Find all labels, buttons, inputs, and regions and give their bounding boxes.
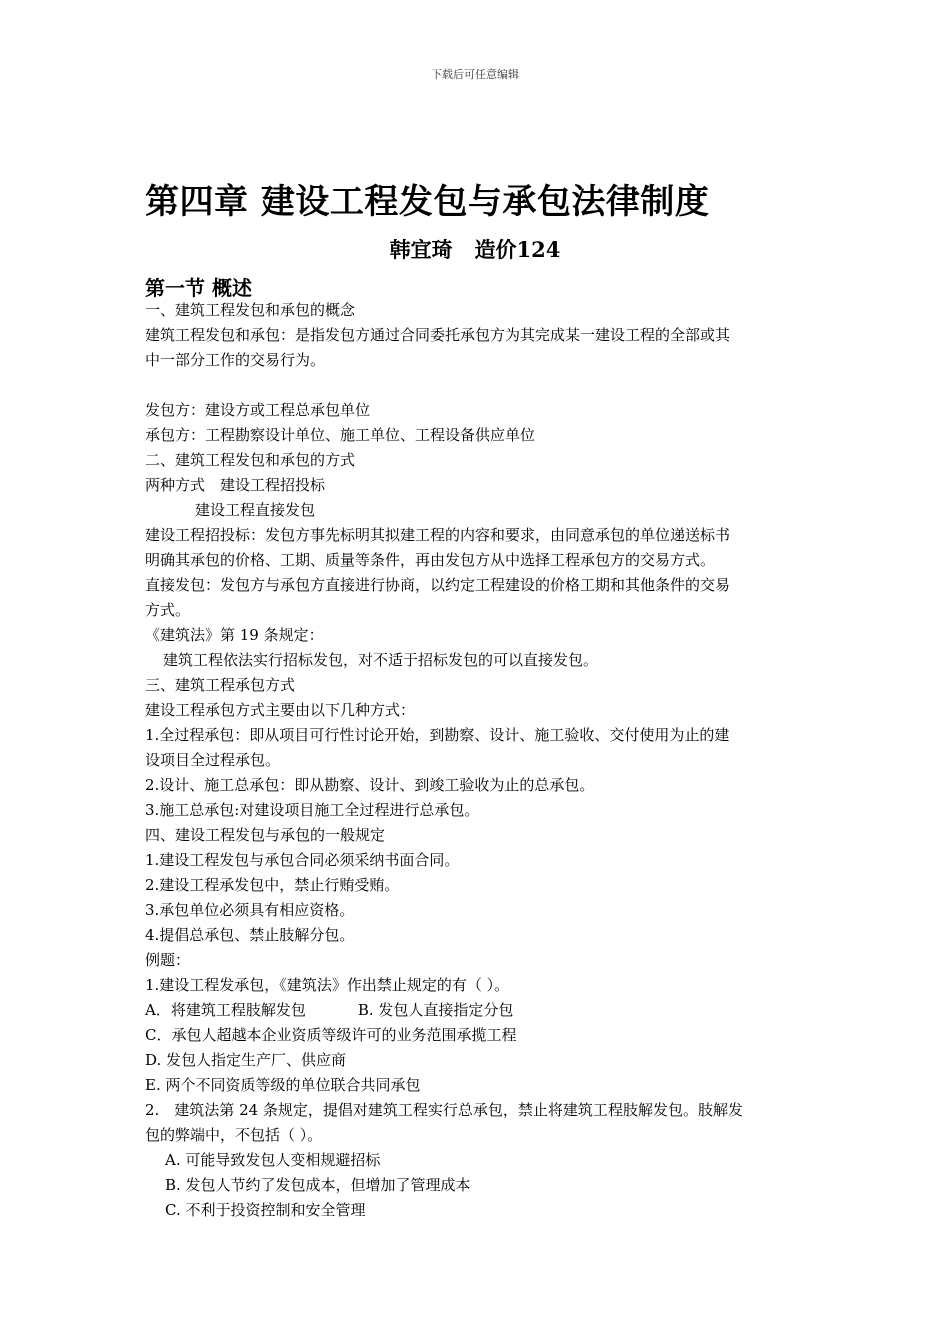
text-line: 建筑工程依法实行招标发包，对不适于招标发包的可以直接发包。 xyxy=(163,651,599,669)
text-line: 1.全过程承包：即从项目可行性讨论开始，到勘察、设计、施工验收、交付使用为止的建 xyxy=(145,726,730,744)
text-line: 三、建筑工程承包方式 xyxy=(145,676,296,694)
text-line: 两种方式 建设工程招投标 xyxy=(145,476,326,494)
option-b: B. 发包人直接指定分包 xyxy=(357,1001,514,1019)
text-line: 设项目全过程承包。 xyxy=(145,751,281,769)
text-line: 《建筑法》第 19 条规定： xyxy=(145,626,324,644)
options-row xyxy=(145,998,807,1023)
text-line: 承包方：工程勘察设计单位、施工单位、工程设备供应单位 xyxy=(145,426,536,444)
text-line: 一、建筑工程发包和承包的概念 xyxy=(145,301,356,319)
author-name: 韩宜琦 xyxy=(389,237,453,262)
text-line: 发包方：建设方或工程总承包单位 xyxy=(145,401,371,419)
header-note: 下载后可任意编辑 xyxy=(431,68,519,81)
section-title: 第一节 概述 xyxy=(145,276,252,300)
chapter-title: 第四章 建设工程发包与承包法律制度 xyxy=(145,182,710,222)
text-line: 建设工程直接发包 xyxy=(195,501,316,519)
blank-line xyxy=(145,373,807,398)
text-line: 建设工程招投标：发包方事先标明其拟建工程的内容和要求，由同意承包的单位递送标书 xyxy=(145,526,731,544)
text-line: 中一部分工作的交易行为。 xyxy=(145,351,326,369)
text-line: B. 发包人节约了发包成本，但增加了管理成本 xyxy=(165,1176,471,1194)
text-line: 二、建筑工程发包和承包的方式 xyxy=(145,451,356,469)
text-line: 建设工程承包方式主要由以下几种方式： xyxy=(145,701,416,719)
text-line: 3.承包单位必须具有相应资格。 xyxy=(145,901,355,919)
text-line: 2.设计、施工总承包：即从勘察、设计、到竣工验收为止的总承包。 xyxy=(145,776,595,794)
text-line: A. 可能导致发包人变相规避招标 xyxy=(165,1151,381,1169)
text-line: D. 发包人指定生产厂、供应商 xyxy=(145,1051,347,1069)
text-line: C．承包人超越本企业资质等级许可的业务范围承揽工程 xyxy=(145,1026,517,1044)
author-line xyxy=(0,234,950,264)
text-line: 2. 建筑法第 24 条规定，提倡对建筑工程实行总承包，禁止将建筑工程肢解发包。肢解发 xyxy=(145,1101,743,1119)
text-line: 4.提倡总承包、禁止肢解分包。 xyxy=(145,926,355,944)
text-line: 明确其承包的价格、工期、质量等条件，再由发包方从中选择工程承包方的交易方式。 xyxy=(145,551,716,569)
text-line: 1.建设工程发包与承包合同必须采纳书面合同。 xyxy=(145,851,460,869)
text-line: 建筑工程发包和承包：是指发包方通过合同委托承包方为其完成某一建设工程的全部或其 xyxy=(145,326,731,344)
text-line: C. 不利于投资控制和安全管理 xyxy=(165,1201,366,1219)
text-line: 包的弊端中，不包括（ ）。 xyxy=(145,1126,323,1144)
text-line: E. 两个不同资质等级的单位联合共同承包 xyxy=(145,1076,421,1094)
body-text xyxy=(145,298,807,1223)
text-line: 1.建设工程发承包，《建筑法》作出禁止规定的有（ ）。 xyxy=(145,976,510,994)
text-line: 例题： xyxy=(145,951,191,969)
option-a: A．将建筑工程肢解发包 xyxy=(145,1001,306,1019)
text-line: 四、建设工程发包与承包的一般规定 xyxy=(145,826,386,844)
text-line: 直接发包：发包方与承包方直接进行协商，以约定工程建设的价格工期和其他条件的交易 xyxy=(145,576,731,594)
text-line: 3.施工总承包:对建设项目施工全过程进行总承包。 xyxy=(145,801,480,819)
text-line: 方式。 xyxy=(145,601,191,619)
text-line: 2.建设工程承发包中，禁止行贿受贿。 xyxy=(145,876,400,894)
author-class: 造价124 xyxy=(474,237,561,262)
